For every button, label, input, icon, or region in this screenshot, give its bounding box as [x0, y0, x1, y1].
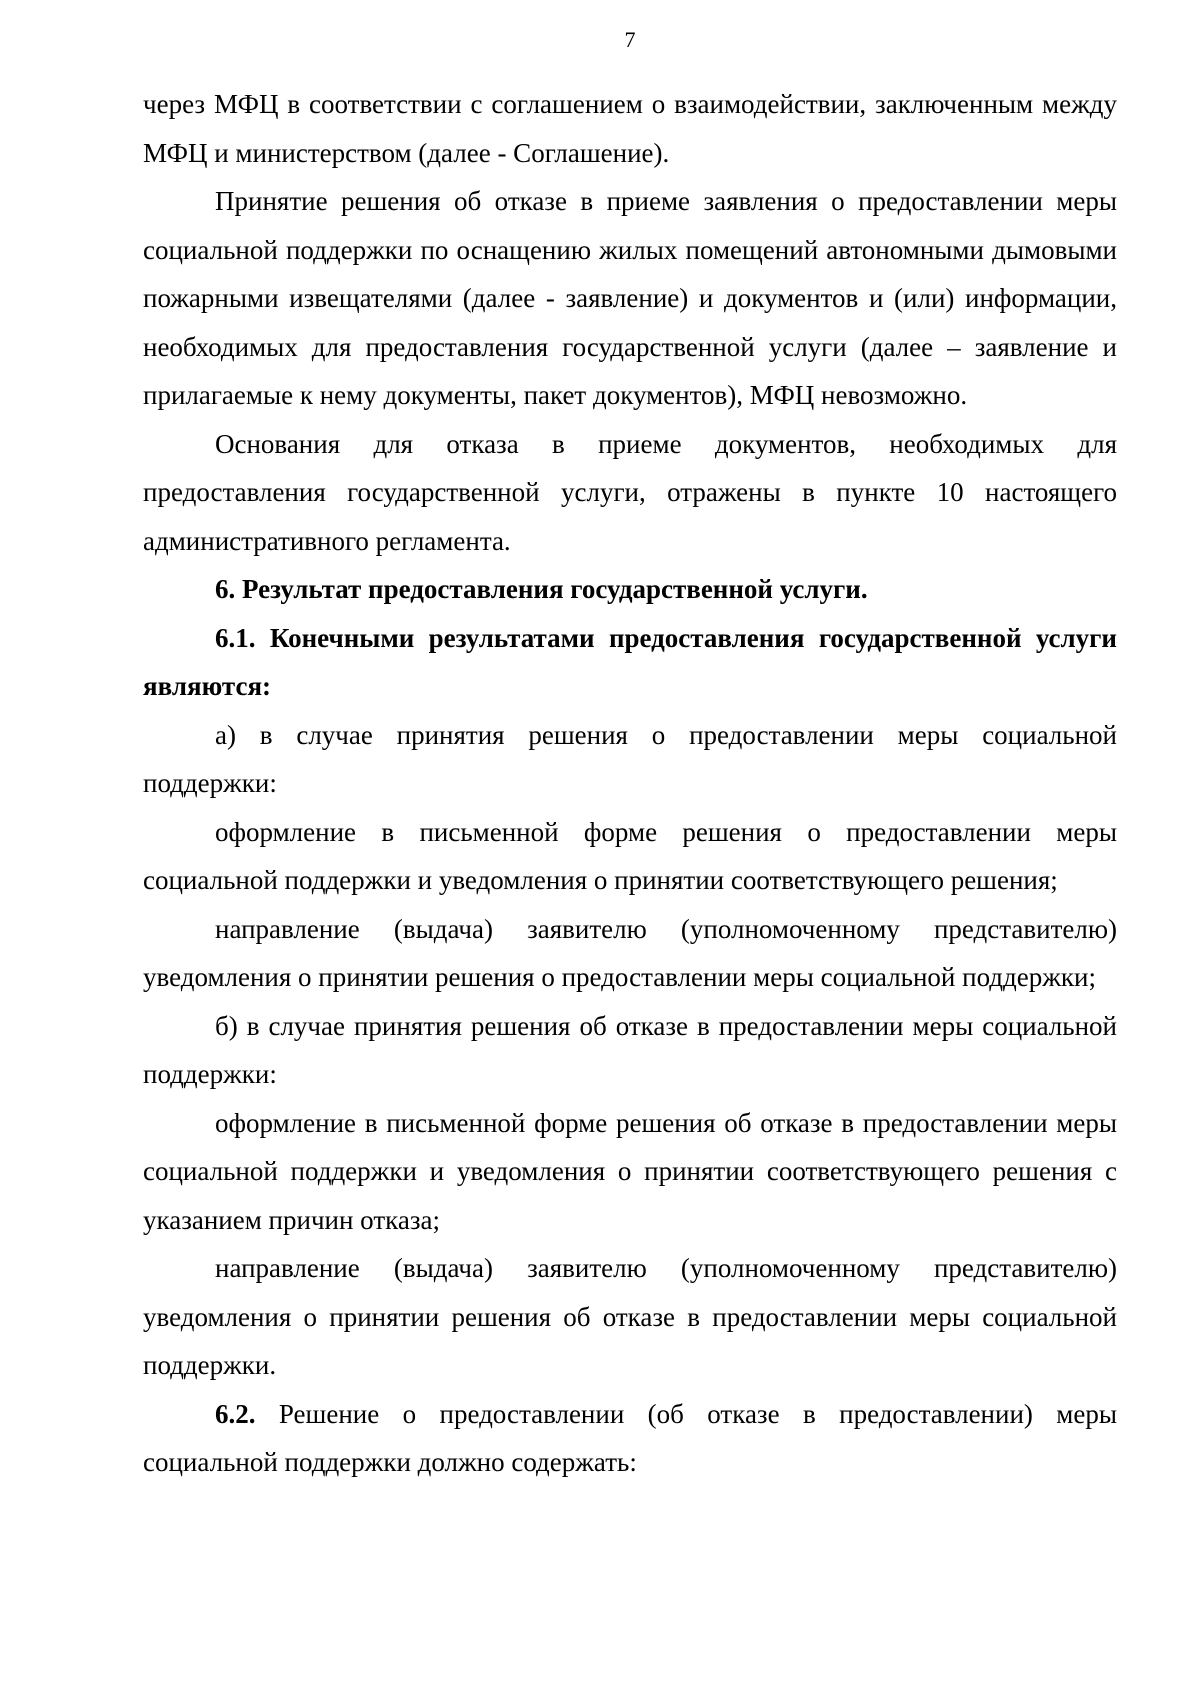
item-a: а) в случае принятия решения о предоставлении меры социальной поддержки: — [143, 719, 1117, 798]
document-body — [143, 80, 1117, 1487]
paragraph-refusal-grounds: Основания для отказа в приеме документов, необходимых для предоставления государственной услуги, отражены в пункте 10 настоящего административного регламента. — [143, 428, 1117, 556]
item-a-notification: направление (выдача) заявителю (уполномоченному представителю) уведомления о принятии решения о предоставлении меры социальной поддержки; — [143, 913, 1117, 992]
item-b: б) в случае принятия решения об отказе в предоставлении меры социальной поддержки: — [143, 1010, 1117, 1089]
clause-text-6-2: Решение о предоставлении (об отказе в предоставлении) меры социальной поддержки должно содержать: — [143, 1398, 1117, 1477]
section-heading-6-1: 6.1. Конечными результатами предоставления государственной услуги являются: — [143, 622, 1117, 701]
page-number: 7 — [624, 27, 636, 52]
section-heading-6: 6. Результат предоставления государственной услуги. — [215, 574, 868, 604]
paragraph-continuation: через МФЦ в соответствии с соглашением о взаимодействии, заключенным между МФЦ и министерством (далее - Соглашение). — [143, 89, 1117, 168]
paragraph-6-2 — [143, 1390, 1117, 1487]
paragraph-refusal-decision: Принятие решения об отказе в приеме заявления о предоставлении меры социальной поддержки по оснащению жилых помещений автономными дымовыми пожарными извещателями (далее - заявление) и документов и (или) информации, необходимых для предоставления государственной услуги (далее – заявление и прилагаемые к нему документы, пакет документов), МФЦ невозможно. — [143, 186, 1117, 410]
clause-number-6-2: 6.2. — [215, 1398, 256, 1429]
item-b-formalization: оформление в письменной форме решения об отказе в предоставлении меры социальной поддержки и уведомления о принятии соответствующего решения с указанием причин отказа; — [143, 1107, 1117, 1235]
item-b-notification: направление (выдача) заявителю (уполномоченному представителю) уведомления о принятии решения об отказе в предоставлении меры социальной поддержки. — [143, 1253, 1117, 1380]
item-a-formalization: оформление в письменной форме решения о предоставлении меры социальной поддержки и уведомления о принятии соответствующего решения; — [143, 816, 1117, 895]
